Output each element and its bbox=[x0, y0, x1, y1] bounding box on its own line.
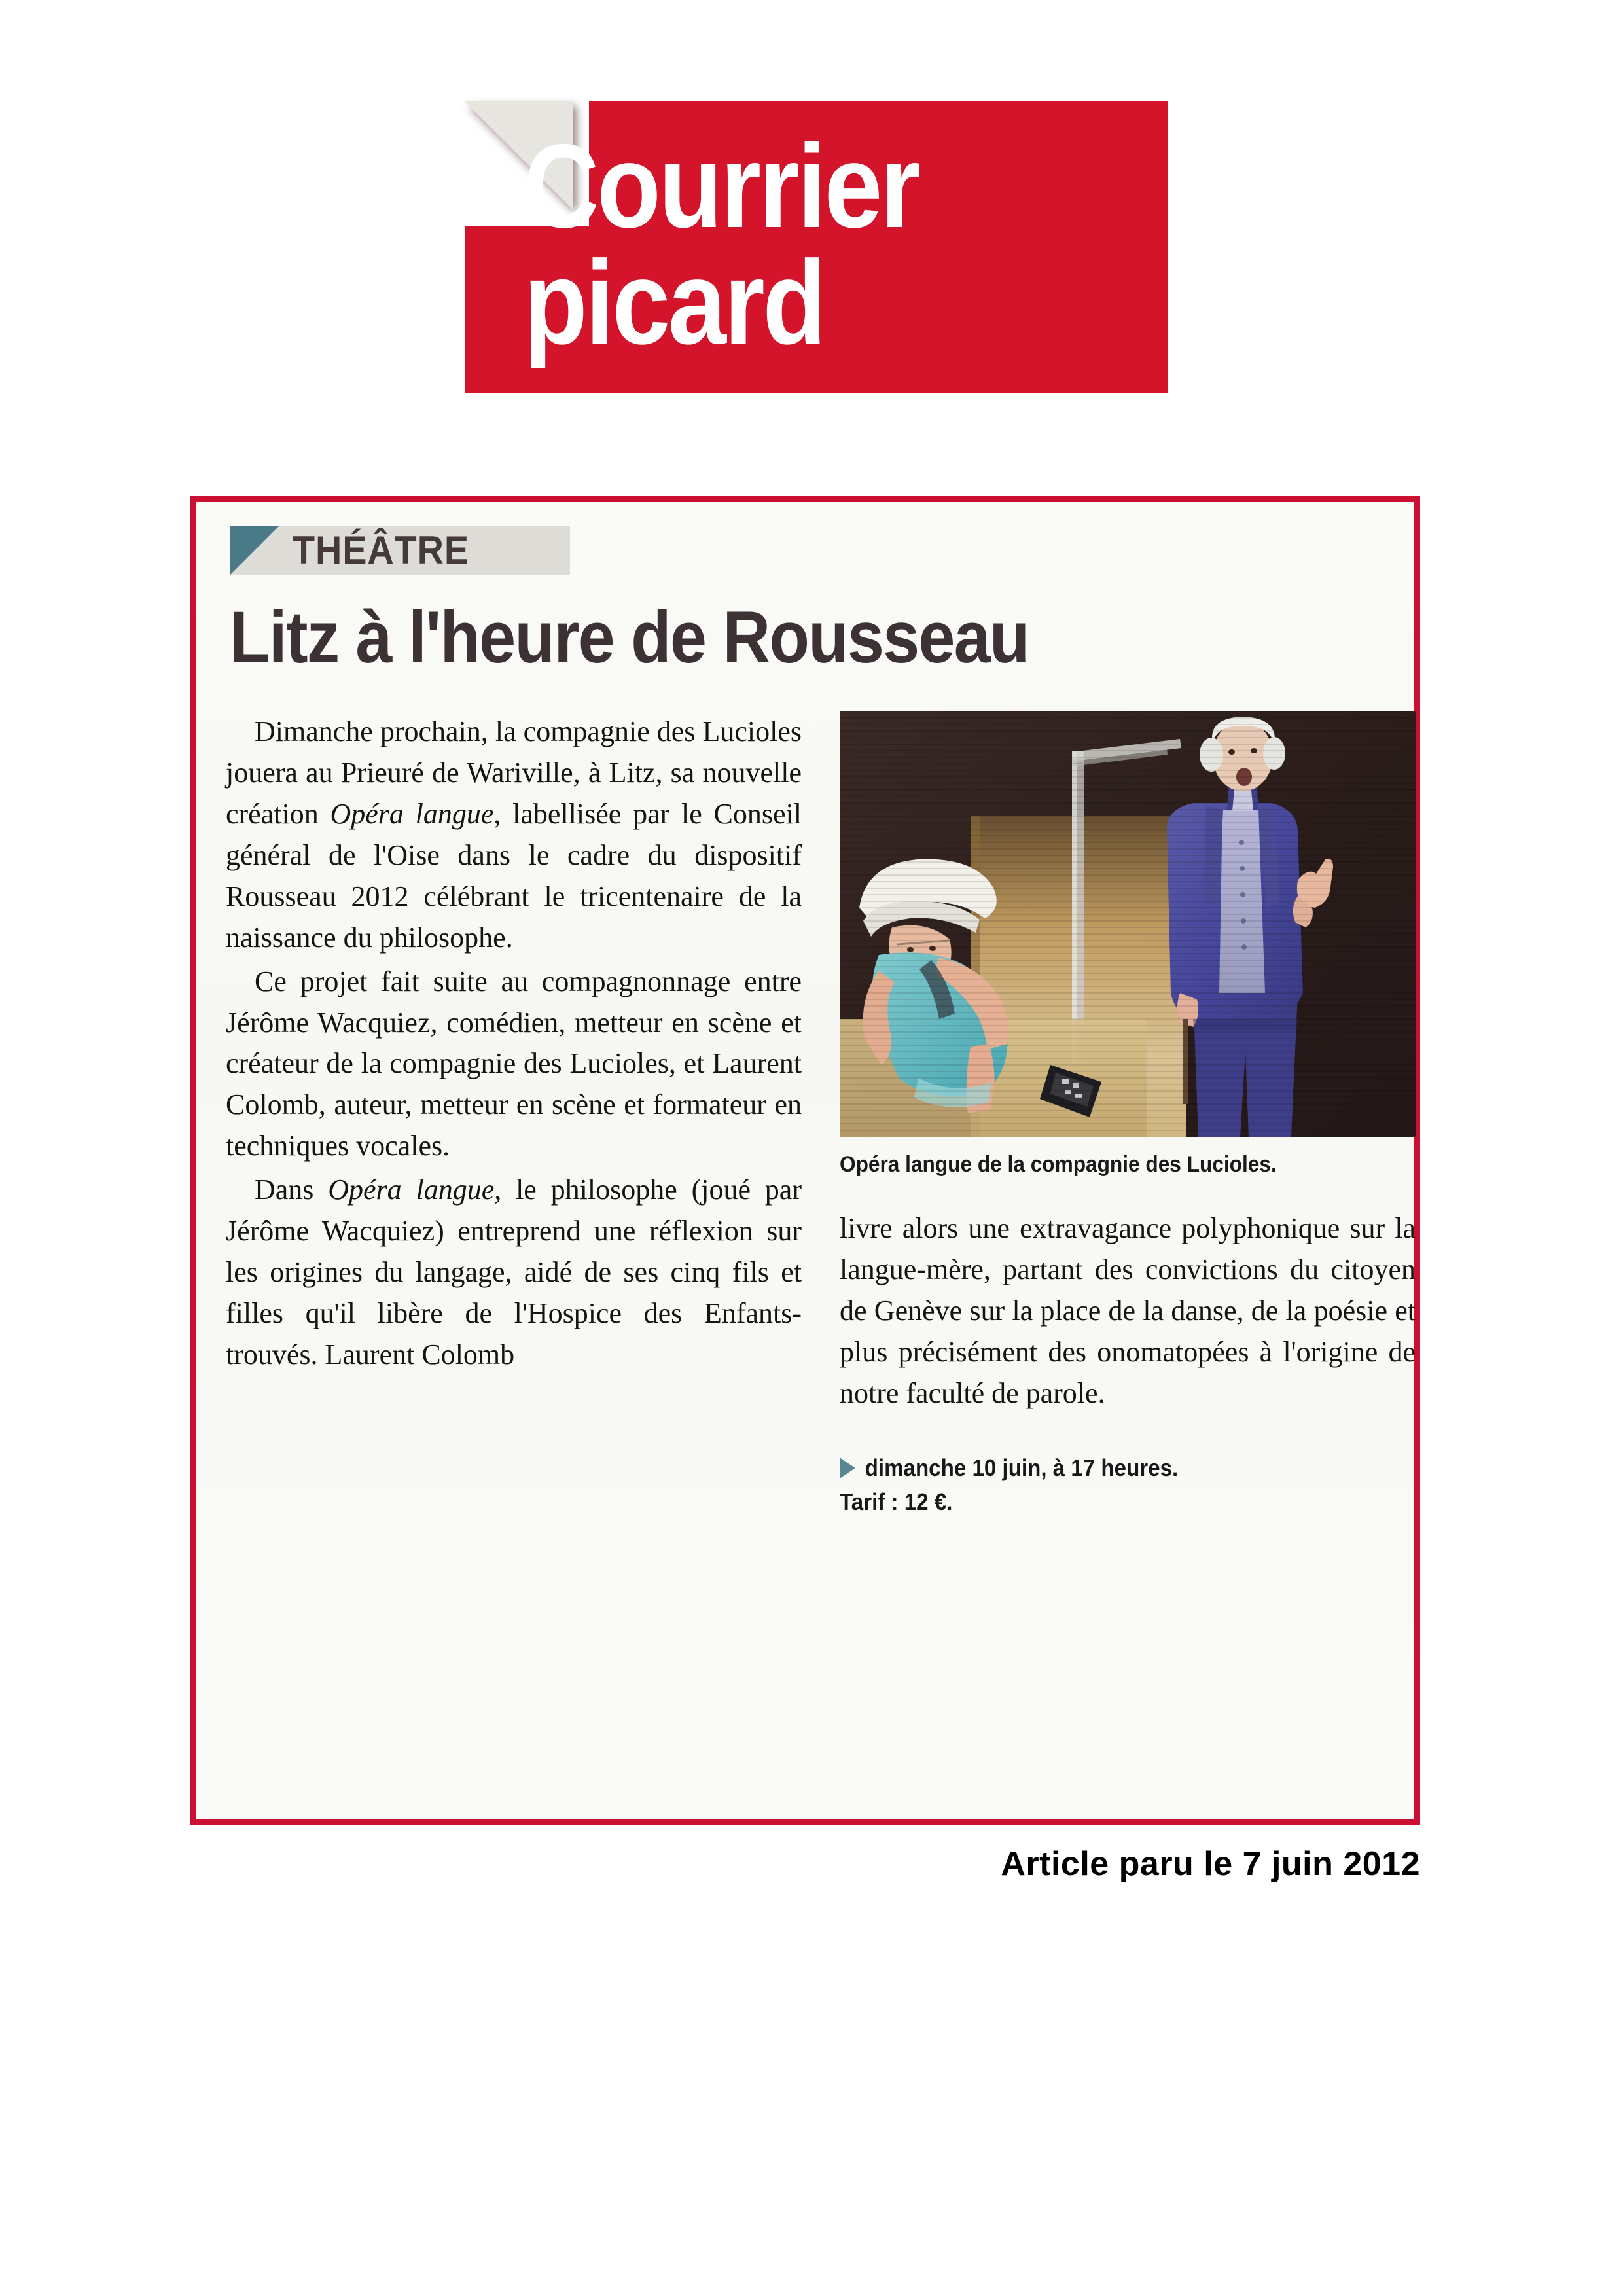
arrow-right-triangle-icon bbox=[840, 1458, 855, 1479]
practical-date-text: dimanche 10 juin, à 17 heures. bbox=[865, 1454, 1179, 1481]
paragraph-4 bbox=[840, 1208, 1416, 1414]
article-content bbox=[196, 502, 1414, 1819]
article-publication-date: Article paru le 7 juin 2012 bbox=[1001, 1845, 1420, 1883]
stage-photo bbox=[840, 711, 1416, 1137]
paragraph-4-text: livre alors une extravagance polyphonique sur la langue-mère, partant des convictions du citoyen de Genève sur la place de la danse, de la poésie et plus précisément des onomatopées à l'origine de notre faculté de parole. bbox=[840, 1212, 1416, 1409]
paragraph-2-text: Ce projet fait suite au compagnonnage entre Jérôme Wacquiez, comédien, metteur en scène et créateur de la compagnie des Lucioles, et Laurent Colomb, auteur, metteur en scène et formateur en techniques vocales. bbox=[226, 965, 802, 1162]
paragraph-3-text: Dans Opéra langue, le philosophe (joué par Jérôme Wacquiez) entreprend une réflexion sur les origines du langage, aidé de ses cinq fils et filles qu'il libère de l'Hospice des Enfants-trouvés. Laurent Colomb bbox=[226, 1174, 802, 1371]
logo-word-picard: picard bbox=[524, 236, 825, 369]
article-column-right bbox=[840, 711, 1416, 1519]
practical-price-text: Tarif : 12 €. bbox=[840, 1488, 953, 1515]
rubric-banner bbox=[230, 526, 570, 575]
paragraph-2 bbox=[226, 961, 802, 1168]
article-column-right-text bbox=[840, 1208, 1416, 1414]
paragraph-3 bbox=[226, 1170, 802, 1376]
paragraph-1 bbox=[226, 711, 802, 958]
practical-price-line bbox=[840, 1485, 1370, 1519]
article-column-left bbox=[226, 711, 802, 1519]
paragraph-1-text: Dimanche prochain, la compagnie des Lucioles jouera au Prieuré de Wariville, à Litz, sa nouvelle création Opéra langue, labellisée par le Conseil général de l'Oise dans le cadre du dispositif Rousseau 2012 célébrant le tricentenaire de la naissance du philosophe. bbox=[226, 715, 802, 954]
rubric-label: THÉÂTRE bbox=[293, 528, 470, 572]
logo-word-courrier: Courrier bbox=[524, 119, 919, 253]
practical-date-line bbox=[840, 1451, 1370, 1485]
courrier-picard-logo bbox=[465, 101, 1168, 393]
stage-photo-graphic bbox=[840, 711, 1416, 1137]
article-body bbox=[226, 711, 1416, 1519]
practical-info bbox=[840, 1451, 1370, 1519]
article-clipping-frame bbox=[190, 496, 1420, 1825]
article-headline: Litz à l'heure de Rousseau bbox=[230, 596, 1029, 678]
rubric-triangle-icon bbox=[230, 526, 279, 575]
photo-caption: Opéra langue de la compagnie des Lucioles. bbox=[840, 1152, 1277, 1177]
